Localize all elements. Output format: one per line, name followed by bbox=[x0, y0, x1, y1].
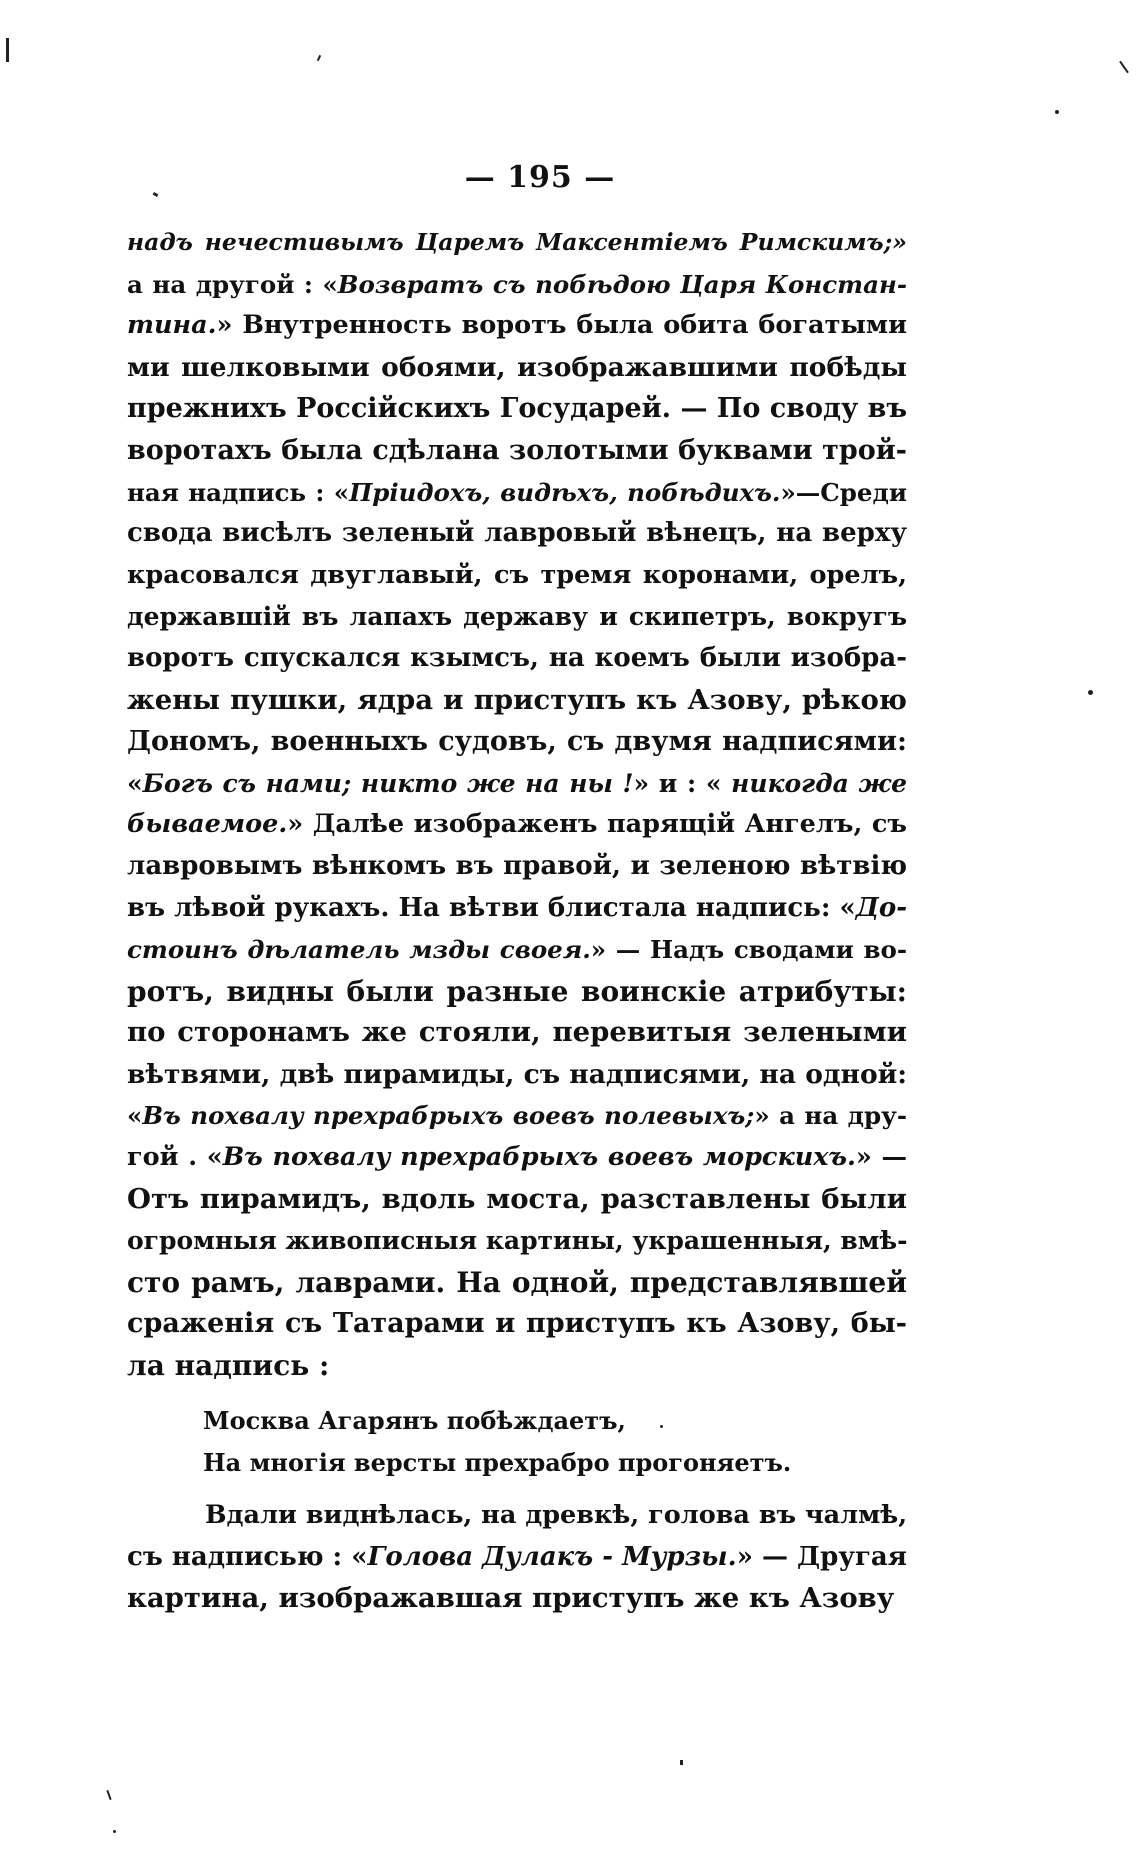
scan-dot bbox=[113, 1830, 116, 1833]
text-segment: свода висѣлъ зеленый лавровый вѣнецъ, на верху bbox=[127, 518, 907, 549]
text-segment: » Внутренность воротъ была обита богатыми bbox=[216, 310, 907, 341]
paragraph-main-line bbox=[127, 472, 907, 514]
scan-dot bbox=[1055, 110, 1059, 114]
paragraph-main-line bbox=[127, 1220, 907, 1262]
text-segment: Отъ пирамидъ, вдоль моста, разставлены были bbox=[127, 1182, 907, 1215]
text-segment: » — Надъ сводами во- bbox=[590, 935, 907, 965]
text-segment: » — Другая bbox=[736, 1541, 907, 1572]
text-segment: Вдали виднѣлась, на древкѣ, голова въ чалмѣ, bbox=[205, 1500, 908, 1530]
paragraph-continuation-line bbox=[127, 1495, 907, 1537]
paragraph-continuation bbox=[127, 1495, 907, 1620]
verse-line: Москва Агарянъ побѣждаетъ, bbox=[203, 1406, 626, 1435]
paragraph-main-line bbox=[127, 1012, 907, 1054]
italic-quote-text: Богъ съ нами; никто же на ны ! bbox=[142, 768, 634, 798]
text-segment: ротъ, видны были разные воинскіе атрибуты: bbox=[127, 974, 907, 1008]
paragraph-main-line bbox=[127, 763, 907, 805]
text-segment: въ лѣвой рукахъ. На вѣтви блистала надпись: « bbox=[127, 892, 856, 923]
text-segment: » и : « bbox=[633, 768, 732, 798]
text-segment: ла надпись : bbox=[127, 1349, 330, 1383]
text-segment: воротъ спускался кзымсъ, на коемъ были изобра- bbox=[127, 642, 907, 673]
paragraph-main-line bbox=[127, 513, 907, 555]
paragraph-continuation-line bbox=[127, 1578, 907, 1620]
text-segment: лавровымъ вѣнкомъ въ правой, и зеленою вѣтвію bbox=[127, 850, 907, 881]
text-segment: »—Среди bbox=[780, 477, 907, 507]
text-segment: съ надписью : « bbox=[127, 1541, 368, 1572]
paragraph-main-line bbox=[127, 846, 907, 888]
scan-mark-left bbox=[6, 38, 9, 62]
text-segment: « bbox=[127, 1101, 143, 1131]
paragraph-continuation-line bbox=[127, 1537, 907, 1579]
italic-quote-text: Въ похвалу прехрабрыхъ воевъ полевыхъ; bbox=[142, 1101, 755, 1131]
italic-quote-text: Въ похвалу прехрабрыхъ воевъ морскихъ. bbox=[222, 1142, 856, 1173]
paragraph-main-line bbox=[127, 1179, 907, 1221]
paragraph-main-line bbox=[127, 1054, 907, 1096]
paragraph-main-line bbox=[127, 388, 907, 430]
text-segment: ная надпись : « bbox=[127, 477, 350, 507]
scan-dot bbox=[680, 1760, 683, 1765]
italic-quote-text: стоинъ дѣлатель мзды своея. bbox=[127, 935, 591, 965]
paragraph-main-line bbox=[127, 1345, 907, 1387]
scan-dot bbox=[660, 1425, 663, 1428]
scan-dot bbox=[317, 55, 321, 61]
paragraph-main-line bbox=[127, 264, 907, 306]
text-segment: картина, изображавшая приступъ же къ Азову bbox=[127, 1582, 895, 1615]
text-segment: сто рамъ, лаврами. На одной, представлявшей bbox=[127, 1265, 907, 1299]
text-segment: по сторонамъ же стояли, перевитыя зелеными bbox=[127, 1016, 907, 1049]
italic-quote-text: Голова Дулакъ - Мурзы. bbox=[367, 1541, 737, 1572]
paragraph-main-line bbox=[127, 721, 907, 763]
text-segment: Дономъ, военныхъ судовъ, съ двумя надписями: bbox=[127, 726, 907, 758]
paragraph-main-line bbox=[127, 1095, 907, 1137]
text-segment: жены пушки, ядра и приступъ къ Азову, рѣкою bbox=[127, 683, 907, 716]
paragraph-main-line bbox=[127, 638, 907, 680]
paragraph-main-line bbox=[127, 804, 907, 846]
paragraph-main-line bbox=[127, 888, 907, 930]
paragraph-main bbox=[127, 222, 907, 1387]
scan-dot bbox=[106, 1790, 111, 1800]
paragraph-main-line bbox=[127, 347, 907, 389]
text-segment: воротахъ была сдѣлана золотыми буквами трой- bbox=[127, 434, 907, 466]
italic-quote-text: бываемое. bbox=[127, 809, 288, 840]
text-segment: огромныя живописныя картины, украшенныя, вмѣ- bbox=[127, 1226, 908, 1256]
text-segment: » Далѣе изображенъ парящій Ангелъ, съ bbox=[287, 809, 907, 840]
verse-quote bbox=[203, 1400, 903, 1484]
paragraph-main-line bbox=[127, 596, 907, 638]
text-segment: державшій въ лапахъ державу и скипетръ, вокругъ bbox=[127, 602, 907, 632]
paragraph-main-line bbox=[127, 929, 907, 971]
italic-quote-text: никогда же bbox=[731, 768, 907, 798]
paragraph-main-line bbox=[127, 430, 907, 472]
italic-quote-text: До- bbox=[855, 892, 907, 923]
text-segment: красовался двуглавый, съ тремя коронами, орелъ, bbox=[127, 559, 907, 590]
paragraph-main-line bbox=[127, 680, 907, 722]
text-segment: сраженія съ Татарами и приступъ къ Азову, бы- bbox=[127, 1308, 907, 1340]
italic-quote-text: тина. bbox=[127, 310, 217, 341]
paragraph-main-line bbox=[127, 1303, 907, 1345]
scan-dot bbox=[1088, 690, 1093, 695]
page-number: — 195 — bbox=[464, 160, 616, 195]
text-segment: » а на дру- bbox=[754, 1101, 907, 1131]
text-segment: вѣтвями, двѣ пирамиды, съ надписями, на одной: bbox=[127, 1058, 908, 1090]
scan-dot bbox=[1119, 61, 1129, 74]
text-segment: ми шелковыми обоями, изображавшими побѣды bbox=[127, 351, 907, 383]
verse-line: На многія версты прехрабро прогоняетъ. bbox=[203, 1448, 792, 1477]
text-segment: гой . « bbox=[127, 1142, 223, 1173]
italic-quote-text: Возвратъ съ побѣдою Царя Констан- bbox=[337, 269, 907, 299]
paragraph-main-line bbox=[127, 222, 907, 264]
text-segment: « bbox=[127, 768, 143, 798]
text-segment: » — bbox=[855, 1142, 907, 1173]
paragraph-main-line bbox=[127, 971, 907, 1013]
paragraph-main-line bbox=[127, 305, 907, 347]
italic-quote-text: надъ нечестивымъ Царемъ Максентіемъ Римскимъ;» bbox=[127, 228, 907, 256]
text-segment: а на другой : « bbox=[127, 269, 338, 299]
paragraph-main-line bbox=[127, 1137, 907, 1179]
text-segment: прежнихъ Россійскихъ Государей. — По своду въ bbox=[127, 393, 908, 425]
paragraph-main-line bbox=[127, 1262, 907, 1304]
paragraph-main-line bbox=[127, 555, 907, 597]
italic-quote-text: Пріидохъ, видѣхъ, побѣдихъ. bbox=[349, 477, 781, 507]
